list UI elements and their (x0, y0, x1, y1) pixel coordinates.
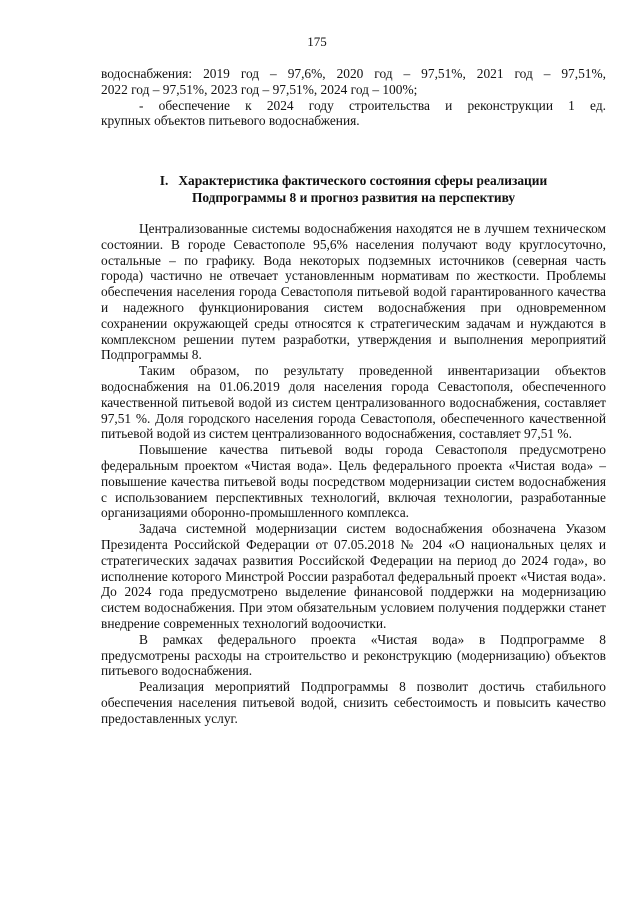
body-text (101, 221, 606, 727)
paragraph: Повышение качества питьевой воды города Севастополя предусмотрено федеральным проектом «Чистая вода». Цель федерального проекта «Чистая вода» – повышение качества питьевой воды посредством модернизации систем водоснабжения с использованием перспективных технологий, включая технологии, разработанные организациями оборонно-промышленного комплекса. (101, 442, 606, 521)
paragraph: Централизованные системы водоснабжения находятся не в лучшем техническом состоянии. В городе Севастополе 95,6% населения получают воду круглосуточно, остальные – по графику. Вода некоторых подземных источников (северная часть города) частично не отвечает установленным нормативам по жесткости. Проблемы обеспечения населения города Севастополя питьевой водой гарантированного качества и надежного функционирования систем водоснабжения при одновременном сохранении окружающей среды относятся к стратегическим задачам и нуждаются в комплексном решении путем разработки, утверждения и выполнения мероприятий Подпрограммы 8. (101, 221, 606, 363)
intro-line-4: крупных объектов питьевого водоснабжения. (101, 113, 360, 129)
paragraph: В рамках федерального проекта «Чистая вода» в Подпрограмме 8 предусмотрены расходы на строительство и реконструкцию (модернизацию) объектов питьевого водоснабжения. (101, 631, 606, 679)
intro-line-2: 2022 год – 97,51%, 2023 год – 97,51%, 2024 год – 100%; (101, 81, 418, 97)
paragraph: Таким образом, по результату проведенной инвентаризации объектов водоснабжения на 01.06.2019 доля населения города Севастополя, обеспеченного качественной питьевой водой из систем централизованного водоснабжения, составляет 97,51 %. Доля городского населения города Севастополя, обеспеченного качественной питьевой водой из систем централизованного водоснабжения, составляет 97,51 %. (101, 363, 606, 442)
section-title-line-2: Подпрограммы 8 и прогноз развития на перспективу (191, 190, 516, 205)
paragraph: Задача системной модернизации систем водоснабжения обозначена Указом Президента Российской Федерации от 07.05.2018 № 204 «О национальных целях и стратегических задачах развития Российской Федерации на период до 2024 года», во исполнение которого Минстрой России разработал федеральный проект «Чистая вода». До 2024 года предусмотрено выделение финансовой поддержки на модернизацию систем водоснабжения. При этом обязательным условием получения поддержки станет внедрение современных технологий водоочистки. (101, 521, 606, 631)
section-number: I. (159, 173, 169, 188)
section-heading (101, 172, 606, 206)
intro-text (101, 66, 606, 129)
section-title-line-1: Характеристика фактического состояния сферы реализации (178, 173, 548, 188)
page-number: 175 (307, 34, 327, 49)
intro-line-1: водоснабжения: 2019 год – 97,6%, 2020 год – 97,51%, 2021 год – 97,51%, (101, 66, 606, 81)
intro-line-3: - обеспечение к 2024 году строительства и реконструкции 1 ед. (139, 97, 606, 113)
paragraph: Реализация мероприятий Подпрограммы 8 позволит достичь стабильного обеспечения населения питьевой водой, снизить себестоимость и повысить качество предоставленных услуг. (101, 679, 606, 726)
